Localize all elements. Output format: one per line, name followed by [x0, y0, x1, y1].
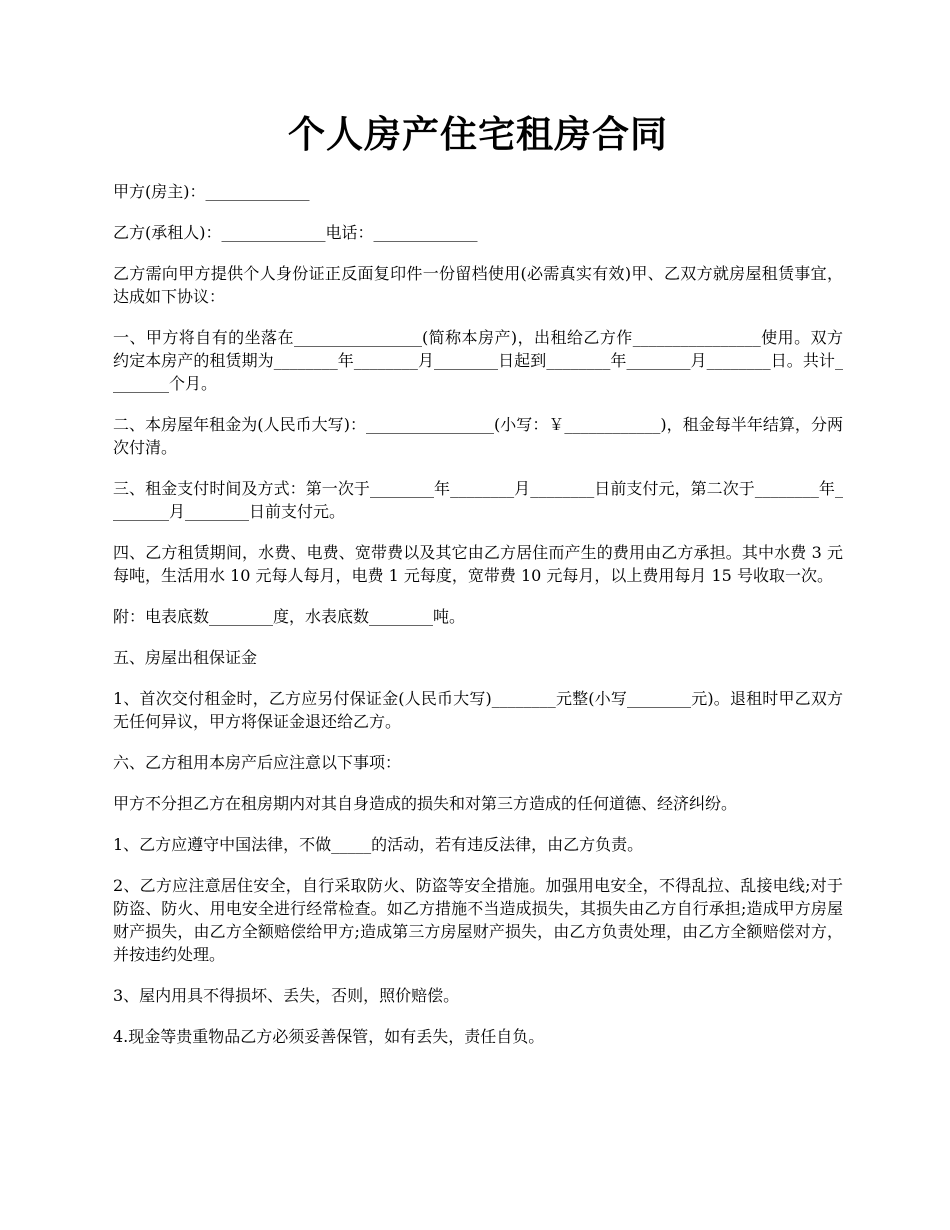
intro-paragraph: 乙方需向甲方提供个人身份证正反面复印件一份留档使用(必需真实有效)甲、乙双方就房屋租赁事宜，达成如下协议： — [113, 264, 843, 306]
clause-2-annual-rent: 二、本房屋年租金为(人民币大写)：________________(小写：￥____________)，租金每半年结算，分两次付清。 — [113, 415, 843, 457]
clause-6-2-safety: 2、乙方应注意居住安全，自行采取防火、防盗等安全措施。加强用电安全，不得乱拉、乱接电线;对于防盗、防火、用电安全进行经常检查。如乙方措施不当造成损失，其损失由乙方自行承担;造成甲方房屋财产损失，由乙方全额赔偿给甲方;造成第三方房屋财产损失，由乙方负责处理，由乙方全额赔偿对方，并按违约处理。 — [113, 876, 843, 964]
clause-1-property-lease-term: 一、甲方将自有的坐落在________________(简称本房产)，出租给乙方作________________使用。双方约定本房产的租赁期为________年________月________日起到________年________月________日。共计________个月。 — [113, 328, 843, 393]
meter-readings-note: 附：电表底数________度，水表底数________吨。 — [113, 607, 466, 626]
clause-6-notes-heading: 六、乙方租用本房产后应注意以下事项： — [113, 753, 402, 772]
document-page — [113, 108, 843, 1066]
party-a-line: 甲方(房主)：_____________ — [113, 182, 310, 201]
document-title: 个人房产住宅租房合同 — [288, 112, 668, 156]
party-b-line: 乙方(承租人)：_____________电话：_____________ — [113, 223, 478, 242]
clause-6-liability-disclaimer: 甲方不分担乙方在租房期内对其自身造成的损失和对第三方造成的任何道德、经济纠纷。 — [113, 794, 738, 813]
clause-6-1-obey-law: 1、乙方应遵守中国法律，不做_____的活动，若有违反法律，由乙方负责。 — [113, 835, 644, 854]
clause-6-3-furnishings: 3、屋内用具不得损坏、丢失，否则，照价赔偿。 — [113, 986, 460, 1005]
clause-4-utility-fees: 四、乙方租赁期间，水费、电费、宽带费以及其它由乙方居住而产生的费用由乙方承担。其中水费 3 元每吨，生活用水 10 元每人每月，电费 1 元每度，宽带费 10 元每月，以上费用每月 15 号收取一次。 — [113, 543, 843, 585]
clause-3-payment-schedule: 三、租金支付时间及方式：第一次于________年________月________日前支付元，第二次于________年________月________日前支付元。 — [113, 479, 843, 521]
clause-5-1-deposit-terms: 1、首次交付租金时，乙方应另付保证金(人民币大写)________元整(小写________元)。退租时甲乙双方无任何异议，甲方将保证金退还给乙方。 — [113, 689, 843, 731]
clause-5-deposit-heading: 五、房屋出租保证金 — [113, 648, 258, 667]
clause-6-4-valuables: 4.现金等贵重物品乙方必须妥善保管，如有丢失，责任自负。 — [113, 1027, 545, 1046]
